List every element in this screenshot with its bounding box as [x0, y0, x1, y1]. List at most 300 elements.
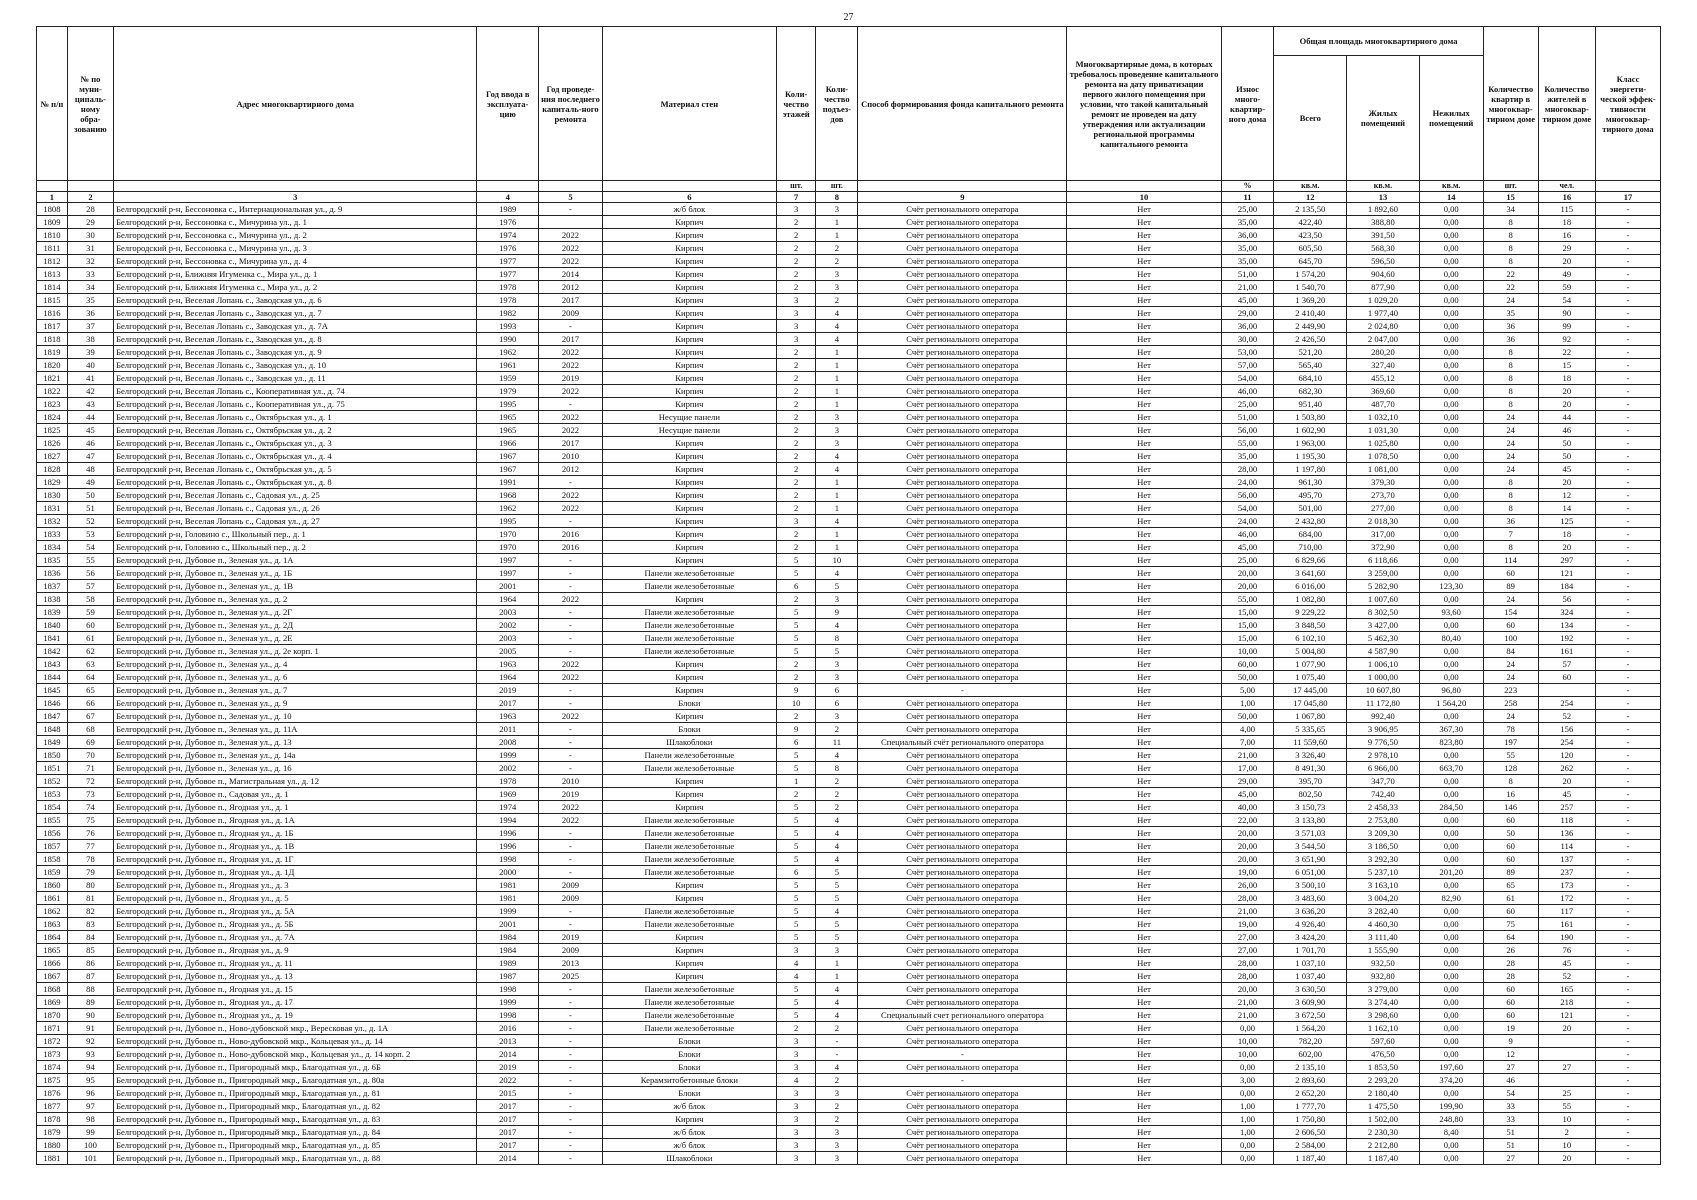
table-row — [37, 281, 1661, 294]
cell-wear: 36,00 — [1221, 320, 1274, 333]
cell-energy-class: - — [1595, 333, 1660, 346]
cell-area-nonliving: 0,00 — [1419, 1022, 1483, 1035]
cell-year-commissioned: 1987 — [477, 970, 539, 983]
cell-mun: 34 — [67, 281, 113, 294]
cell-area-total: 3 609,90 — [1274, 996, 1347, 1009]
cell-fund-method: Счёт регионального оператора — [858, 333, 1067, 346]
cell-area-living: 932,50 — [1347, 957, 1420, 970]
cell-area-nonliving: 0,00 — [1419, 1048, 1483, 1061]
cell-entrances: - — [816, 1035, 858, 1048]
cell-repair-required: Нет — [1067, 866, 1221, 879]
cell-entrances: 1 — [816, 528, 858, 541]
cell-area-living: 347,70 — [1347, 775, 1420, 788]
cell-year-commissioned: 2000 — [477, 866, 539, 879]
cell-entrances: 9 — [816, 606, 858, 619]
cell-address: Белгородский р-н, Бессоновка с., Мичурина ул., д. 1 — [114, 216, 477, 229]
cell-mun: 98 — [67, 1113, 113, 1126]
header-area-nonliving: Нежилых помещений — [1419, 56, 1483, 181]
header-wall-material: Материал стен — [602, 27, 776, 181]
cell-flats: 8 — [1483, 502, 1538, 515]
cell-mun: 44 — [67, 411, 113, 424]
table-row — [37, 242, 1661, 255]
cell-address: Белгородский р-н, Веселая Лопань с., Кооперативная ул., д. 75 — [114, 398, 477, 411]
cell-residents: 14 — [1538, 502, 1595, 515]
table-row — [37, 619, 1661, 632]
cell-area-nonliving: 0,00 — [1419, 307, 1483, 320]
cell-floors: 5 — [776, 983, 816, 996]
cell-mun: 69 — [67, 736, 113, 749]
cell-area-nonliving: 0,00 — [1419, 255, 1483, 268]
cell-year-commissioned: 1963 — [477, 658, 539, 671]
cell-wear: 20,00 — [1221, 567, 1274, 580]
cell-year-last-repair: 2017 — [539, 294, 603, 307]
cell-floors: 2 — [776, 346, 816, 359]
cell-repair-required: Нет — [1067, 242, 1221, 255]
cell-energy-class: - — [1595, 489, 1660, 502]
cell-area-nonliving: 0,00 — [1419, 411, 1483, 424]
header-entrances: Коли-чество подъез-дов — [816, 27, 858, 181]
cell-fund-method: Счёт регионального оператора — [858, 203, 1067, 216]
unit-cell — [858, 181, 1067, 192]
cell-year-last-repair: - — [539, 905, 603, 918]
cell-fund-method: Счёт регионального оператора — [858, 892, 1067, 905]
cell-n: 1814 — [37, 281, 68, 294]
cell-floors: 2 — [776, 255, 816, 268]
cell-residents: 56 — [1538, 593, 1595, 606]
cell-n: 1843 — [37, 658, 68, 671]
cell-energy-class: - — [1595, 970, 1660, 983]
cell-area-living: 3 274,40 — [1347, 996, 1420, 1009]
cell-year-commissioned: 1991 — [477, 476, 539, 489]
cell-repair-required: Нет — [1067, 268, 1221, 281]
table-row — [37, 1152, 1661, 1165]
cell-repair-required: Нет — [1067, 983, 1221, 996]
cell-floors: 2 — [776, 268, 816, 281]
cell-fund-method: Счёт регионального оператора — [858, 268, 1067, 281]
cell-n: 1836 — [37, 567, 68, 580]
cell-wall-material: Панели железобетонные — [602, 580, 776, 593]
cell-n: 1867 — [37, 970, 68, 983]
cell-area-living: 2 978,10 — [1347, 749, 1420, 762]
cell-year-last-repair: - — [539, 762, 603, 775]
unit-cell: шт. — [1483, 181, 1538, 192]
cell-area-living: 2 753,80 — [1347, 814, 1420, 827]
cell-flats: 8 — [1483, 775, 1538, 788]
cell-address: Белгородский р-н, Дубовое п., Ягодная ул., д. 7А — [114, 931, 477, 944]
cell-mun: 91 — [67, 1022, 113, 1035]
cell-wear: 35,00 — [1221, 216, 1274, 229]
cell-area-nonliving: 123,30 — [1419, 580, 1483, 593]
cell-wall-material: Кирпич — [602, 268, 776, 281]
cell-wear: 1,00 — [1221, 1100, 1274, 1113]
cell-year-last-repair: 2022 — [539, 502, 603, 515]
cell-floors: 2 — [776, 528, 816, 541]
cell-mun: 50 — [67, 489, 113, 502]
cell-year-last-repair: 2014 — [539, 268, 603, 281]
housing-register-sheet — [36, 26, 1661, 1165]
cell-fund-method: Счёт регионального оператора — [858, 398, 1067, 411]
unit-cell — [114, 181, 477, 192]
cell-mun: 95 — [67, 1074, 113, 1087]
table-row — [37, 905, 1661, 918]
cell-residents: 46 — [1538, 424, 1595, 437]
cell-address: Белгородский р-н, Дубовое п., Ягодная ул., д. 1Б — [114, 827, 477, 840]
cell-residents: 165 — [1538, 983, 1595, 996]
cell-floors: 2 — [776, 385, 816, 398]
cell-year-commissioned: 1974 — [477, 801, 539, 814]
cell-entrances: 4 — [816, 853, 858, 866]
cell-residents: 92 — [1538, 333, 1595, 346]
table-row — [37, 944, 1661, 957]
cell-area-nonliving: 0,00 — [1419, 450, 1483, 463]
cell-wear: 51,00 — [1221, 411, 1274, 424]
cell-wall-material: Кирпич — [602, 385, 776, 398]
cell-wall-material: Кирпич — [602, 320, 776, 333]
cell-floors: 2 — [776, 424, 816, 437]
cell-address: Белгородский р-н, Дубовое п., Зеленая ул., д. 16 — [114, 762, 477, 775]
cell-fund-method: Счёт регионального оператора — [858, 541, 1067, 554]
cell-residents: 27 — [1538, 1061, 1595, 1074]
cell-energy-class: - — [1595, 684, 1660, 697]
cell-wear: 21,00 — [1221, 905, 1274, 918]
cell-area-living: 2 212,80 — [1347, 1139, 1420, 1152]
cell-n: 1859 — [37, 866, 68, 879]
cell-mun: 43 — [67, 398, 113, 411]
cell-floors: 5 — [776, 853, 816, 866]
header-wear: Износ много-квартир-ного дома — [1221, 27, 1274, 181]
cell-fund-method: Счёт регионального оператора — [858, 944, 1067, 957]
cell-flats: 22 — [1483, 281, 1538, 294]
cell-wear: 54,00 — [1221, 502, 1274, 515]
header-energy-class: Класс энергети-ческой эффек-тивности многоквар-тирного дома — [1595, 27, 1660, 181]
cell-year-commissioned: 1984 — [477, 944, 539, 957]
unit-cell: кв.м. — [1274, 181, 1347, 192]
cell-energy-class: - — [1595, 216, 1660, 229]
cell-wall-material: Кирпич — [602, 281, 776, 294]
cell-area-nonliving: 0,00 — [1419, 541, 1483, 554]
cell-address: Белгородский р-н, Бессоновка с., Мичурина ул., д. 2 — [114, 229, 477, 242]
cell-fund-method: Счёт регионального оператора — [858, 710, 1067, 723]
cell-fund-method: Специальный счет регионального оператора — [858, 1009, 1067, 1022]
cell-area-living: 10 607,80 — [1347, 684, 1420, 697]
cell-area-total: 423,50 — [1274, 229, 1347, 242]
cell-residents: 117 — [1538, 905, 1595, 918]
cell-entrances: 2 — [816, 1074, 858, 1087]
cell-energy-class: - — [1595, 658, 1660, 671]
cell-fund-method: Счёт регионального оператора — [858, 320, 1067, 333]
cell-area-total: 1 077,90 — [1274, 658, 1347, 671]
cell-energy-class: - — [1595, 476, 1660, 489]
cell-address: Белгородский р-н, Дубовое п., Ягодная ул., д. 3 — [114, 879, 477, 892]
cell-year-commissioned: 1962 — [477, 346, 539, 359]
cell-energy-class: - — [1595, 827, 1660, 840]
cell-year-last-repair: 2022 — [539, 814, 603, 827]
cell-entrances: 3 — [816, 593, 858, 606]
cell-fund-method: Счёт регионального оператора — [858, 307, 1067, 320]
cell-address: Белгородский р-н, Дубовое п., Зеленая ул., д. 2Д — [114, 619, 477, 632]
cell-fund-method: Счёт регионального оператора — [858, 840, 1067, 853]
cell-mun: 28 — [67, 203, 113, 216]
cell-residents — [1538, 1035, 1595, 1048]
cell-area-nonliving: 0,00 — [1419, 957, 1483, 970]
cell-mun: 81 — [67, 892, 113, 905]
cell-energy-class: - — [1595, 255, 1660, 268]
cell-n: 1822 — [37, 385, 68, 398]
table-row — [37, 203, 1661, 216]
cell-repair-required: Нет — [1067, 1048, 1221, 1061]
cell-area-nonliving: 197,60 — [1419, 1061, 1483, 1074]
cell-residents: 18 — [1538, 372, 1595, 385]
column-number: 4 — [477, 192, 539, 203]
cell-wall-material: Кирпич — [602, 398, 776, 411]
cell-repair-required: Нет — [1067, 307, 1221, 320]
cell-energy-class: - — [1595, 931, 1660, 944]
cell-wall-material: Панели железобетонные — [602, 918, 776, 931]
cell-flats: 19 — [1483, 1022, 1538, 1035]
cell-residents: 45 — [1538, 788, 1595, 801]
cell-wear: 45,00 — [1221, 294, 1274, 307]
cell-residents: 254 — [1538, 736, 1595, 749]
cell-fund-method: - — [858, 1048, 1067, 1061]
cell-fund-method: Счёт регионального оператора — [858, 1022, 1067, 1035]
cell-fund-method: Счёт регионального оператора — [858, 723, 1067, 736]
cell-floors: 3 — [776, 1061, 816, 1074]
cell-area-living: 742,40 — [1347, 788, 1420, 801]
cell-wall-material: Кирпич — [602, 658, 776, 671]
cell-mun: 73 — [67, 788, 113, 801]
cell-n: 1849 — [37, 736, 68, 749]
cell-area-total: 3 326,40 — [1274, 749, 1347, 762]
cell-residents: 134 — [1538, 619, 1595, 632]
cell-entrances: 4 — [816, 450, 858, 463]
cell-mun: 56 — [67, 567, 113, 580]
cell-wear: 4,00 — [1221, 723, 1274, 736]
cell-wear: 15,00 — [1221, 632, 1274, 645]
cell-residents: 172 — [1538, 892, 1595, 905]
cell-flats: 28 — [1483, 957, 1538, 970]
cell-n: 1825 — [37, 424, 68, 437]
cell-n: 1861 — [37, 892, 68, 905]
cell-flats: 16 — [1483, 788, 1538, 801]
cell-wear: 55,00 — [1221, 593, 1274, 606]
cell-fund-method: Счёт регионального оператора — [858, 1061, 1067, 1074]
cell-area-living: 372,90 — [1347, 541, 1420, 554]
cell-area-nonliving: 0,00 — [1419, 346, 1483, 359]
cell-fund-method: Счёт регионального оператора — [858, 580, 1067, 593]
cell-year-commissioned: 1959 — [477, 372, 539, 385]
cell-address: Белгородский р-н, Дубовое п., Ягодная ул., д. 17 — [114, 996, 477, 1009]
cell-area-living: 1 029,20 — [1347, 294, 1420, 307]
cell-year-last-repair: 2009 — [539, 944, 603, 957]
cell-year-last-repair: - — [539, 866, 603, 879]
cell-area-total: 6 829,66 — [1274, 554, 1347, 567]
cell-fund-method: Счёт регионального оператора — [858, 476, 1067, 489]
cell-repair-required: Нет — [1067, 528, 1221, 541]
cell-wall-material: ж/б блок — [602, 1126, 776, 1139]
table-row — [37, 1074, 1661, 1087]
cell-n: 1854 — [37, 801, 68, 814]
header-mun: № по муни-ципаль-ному обра-зованию — [67, 27, 113, 181]
cell-area-total: 684,00 — [1274, 528, 1347, 541]
cell-year-commissioned: 1969 — [477, 788, 539, 801]
cell-area-nonliving: 0,00 — [1419, 216, 1483, 229]
cell-area-total: 605,50 — [1274, 242, 1347, 255]
cell-n: 1833 — [37, 528, 68, 541]
cell-address: Белгородский р-н, Дубовое п., Зеленая ул., д. 1А — [114, 554, 477, 567]
cell-residents: 99 — [1538, 320, 1595, 333]
cell-area-total: 3 424,20 — [1274, 931, 1347, 944]
cell-n: 1848 — [37, 723, 68, 736]
cell-flats: 8 — [1483, 242, 1538, 255]
cell-repair-required: Нет — [1067, 723, 1221, 736]
cell-year-commissioned: 1990 — [477, 333, 539, 346]
cell-floors: 5 — [776, 840, 816, 853]
cell-address: Белгородский р-н, Бессоновка с., Интернациональная ул., д. 9 — [114, 203, 477, 216]
cell-mun: 90 — [67, 1009, 113, 1022]
cell-wear: 10,00 — [1221, 1048, 1274, 1061]
cell-energy-class: - — [1595, 983, 1660, 996]
cell-wear: 26,00 — [1221, 879, 1274, 892]
cell-area-living: 877,90 — [1347, 281, 1420, 294]
cell-mun: 47 — [67, 450, 113, 463]
table-row — [37, 541, 1661, 554]
cell-fund-method: Счёт регионального оператора — [858, 1139, 1067, 1152]
cell-flats: 114 — [1483, 554, 1538, 567]
cell-n: 1878 — [37, 1113, 68, 1126]
cell-area-total: 951,40 — [1274, 398, 1347, 411]
cell-year-last-repair: - — [539, 827, 603, 840]
cell-year-commissioned: 2013 — [477, 1035, 539, 1048]
cell-mun: 42 — [67, 385, 113, 398]
cell-repair-required: Нет — [1067, 398, 1221, 411]
cell-area-total: 1 701,70 — [1274, 944, 1347, 957]
cell-area-nonliving: 0,00 — [1419, 827, 1483, 840]
table-row — [37, 749, 1661, 762]
cell-fund-method: Счёт регионального оператора — [858, 775, 1067, 788]
cell-year-last-repair: 2019 — [539, 372, 603, 385]
cell-floors: 4 — [776, 957, 816, 970]
cell-repair-required: Нет — [1067, 294, 1221, 307]
cell-year-commissioned: 1964 — [477, 593, 539, 606]
table-row — [37, 1035, 1661, 1048]
cell-area-total: 1 082,80 — [1274, 593, 1347, 606]
cell-n: 1830 — [37, 489, 68, 502]
cell-wear: 0,00 — [1221, 1139, 1274, 1152]
cell-repair-required: Нет — [1067, 879, 1221, 892]
cell-residents: 257 — [1538, 801, 1595, 814]
cell-mun: 88 — [67, 983, 113, 996]
cell-entrances: 2 — [816, 775, 858, 788]
cell-residents: 50 — [1538, 450, 1595, 463]
cell-entrances: 1 — [816, 957, 858, 970]
cell-fund-method: Счёт регионального оператора — [858, 1126, 1067, 1139]
cell-repair-required: Нет — [1067, 814, 1221, 827]
cell-entrances: 1 — [816, 359, 858, 372]
cell-wall-material: Панели железобетонные — [602, 814, 776, 827]
cell-residents — [1538, 1074, 1595, 1087]
cell-wear: 27,00 — [1221, 944, 1274, 957]
cell-entrances: 2 — [816, 1100, 858, 1113]
cell-entrances: 3 — [816, 203, 858, 216]
cell-year-last-repair: - — [539, 554, 603, 567]
cell-entrances: 4 — [816, 567, 858, 580]
cell-residents: 297 — [1538, 554, 1595, 567]
cell-wear: 5,00 — [1221, 684, 1274, 697]
table-row — [37, 684, 1661, 697]
table-row — [37, 372, 1661, 385]
cell-fund-method: Счёт регионального оператора — [858, 463, 1067, 476]
cell-n: 1812 — [37, 255, 68, 268]
cell-residents: 76 — [1538, 944, 1595, 957]
cell-address: Белгородский р-н, Ближняя Игуменка с., Мира ул., д. 2 — [114, 281, 477, 294]
header-fund-method: Способ формирования фонда капитального ремонта — [858, 27, 1067, 181]
cell-area-nonliving: 0,00 — [1419, 567, 1483, 580]
cell-year-commissioned: 1981 — [477, 892, 539, 905]
cell-energy-class: - — [1595, 801, 1660, 814]
cell-year-commissioned: 1997 — [477, 554, 539, 567]
cell-energy-class: - — [1595, 320, 1660, 333]
table-row — [37, 255, 1661, 268]
cell-n: 1815 — [37, 294, 68, 307]
cell-area-total: 1 602,90 — [1274, 424, 1347, 437]
cell-area-nonliving: 0,00 — [1419, 515, 1483, 528]
cell-area-nonliving: 0,00 — [1419, 879, 1483, 892]
cell-mun: 49 — [67, 476, 113, 489]
cell-area-total: 1 075,40 — [1274, 671, 1347, 684]
cell-address: Белгородский р-н, Дубовое п., Ягодная ул., д. 13 — [114, 970, 477, 983]
cell-year-last-repair: 2009 — [539, 307, 603, 320]
cell-residents: 125 — [1538, 515, 1595, 528]
cell-residents: 44 — [1538, 411, 1595, 424]
cell-area-total: 2 584,00 — [1274, 1139, 1347, 1152]
cell-mun: 80 — [67, 879, 113, 892]
cell-year-last-repair: 2017 — [539, 333, 603, 346]
cell-year-last-repair: - — [539, 684, 603, 697]
header-area-living: Жилых помещений — [1347, 56, 1420, 181]
cell-repair-required: Нет — [1067, 775, 1221, 788]
cell-year-commissioned: 2001 — [477, 580, 539, 593]
cell-residents: 10 — [1538, 1113, 1595, 1126]
table-row — [37, 437, 1661, 450]
column-number: 16 — [1538, 192, 1595, 203]
cell-repair-required: Нет — [1067, 1113, 1221, 1126]
cell-wear: 28,00 — [1221, 957, 1274, 970]
cell-flats: 54 — [1483, 1087, 1538, 1100]
cell-floors: 3 — [776, 1048, 816, 1061]
cell-area-living: 1 475,50 — [1347, 1100, 1420, 1113]
column-number: 11 — [1221, 192, 1274, 203]
cell-mun: 36 — [67, 307, 113, 320]
cell-area-total: 3 483,60 — [1274, 892, 1347, 905]
cell-address: Белгородский р-н, Веселая Лопань с., Октябрьская ул., д. 5 — [114, 463, 477, 476]
cell-area-nonliving: 0,00 — [1419, 398, 1483, 411]
cell-residents: 50 — [1538, 437, 1595, 450]
cell-residents: 161 — [1538, 918, 1595, 931]
cell-floors: 5 — [776, 762, 816, 775]
cell-entrances: 1 — [816, 970, 858, 983]
cell-year-commissioned: 2014 — [477, 1152, 539, 1165]
cell-year-last-repair: 2022 — [539, 671, 603, 684]
cell-wear: 0,00 — [1221, 1087, 1274, 1100]
cell-floors: 6 — [776, 866, 816, 879]
cell-area-living: 3 292,30 — [1347, 853, 1420, 866]
cell-n: 1865 — [37, 944, 68, 957]
cell-area-nonliving: 248,80 — [1419, 1113, 1483, 1126]
cell-n: 1818 — [37, 333, 68, 346]
cell-flats: 51 — [1483, 1126, 1538, 1139]
cell-address: Белгородский р-н, Дубовое п., Ягодная ул., д. 11 — [114, 957, 477, 970]
table-row — [37, 1126, 1661, 1139]
